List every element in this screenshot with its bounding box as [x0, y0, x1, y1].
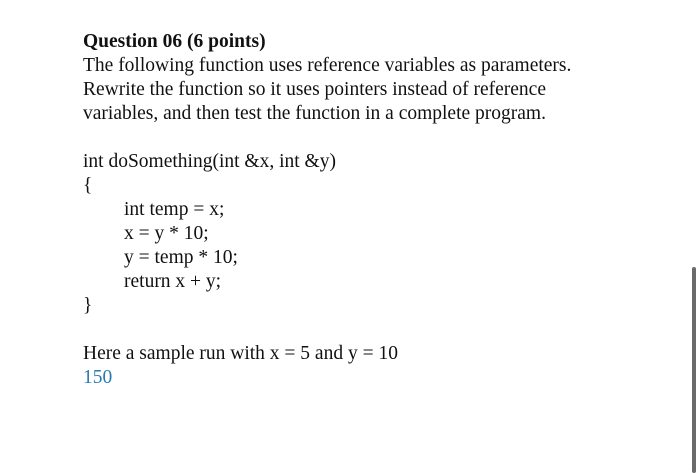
- question-line-2: Rewrite the function so it uses pointers instead of reference: [83, 79, 546, 100]
- code-signature: int doSomething(int &x, int &y): [83, 151, 336, 172]
- question-line-1: The following function uses reference variables as parameters.: [83, 55, 572, 76]
- vertical-scrollbar[interactable]: [692, 267, 696, 473]
- code-close-brace: }: [83, 295, 93, 316]
- question-title: Question 06 (6 points): [83, 31, 266, 52]
- code-open-brace: {: [83, 175, 93, 196]
- code-line-1: int temp = x;: [124, 199, 225, 220]
- sample-label: Here a sample run with x = 5 and y = 10: [83, 343, 398, 364]
- code-line-4: return x + y;: [124, 271, 222, 292]
- question-line-3: variables, and then test the function in a complete program.: [83, 103, 546, 124]
- question-content: [83, 30, 673, 390]
- code-block: [83, 150, 673, 318]
- code-line-3: y = temp * 10;: [124, 247, 238, 268]
- code-line-2: x = y * 10;: [124, 223, 209, 244]
- sample-run: [83, 342, 673, 390]
- sample-output: 150: [83, 367, 113, 388]
